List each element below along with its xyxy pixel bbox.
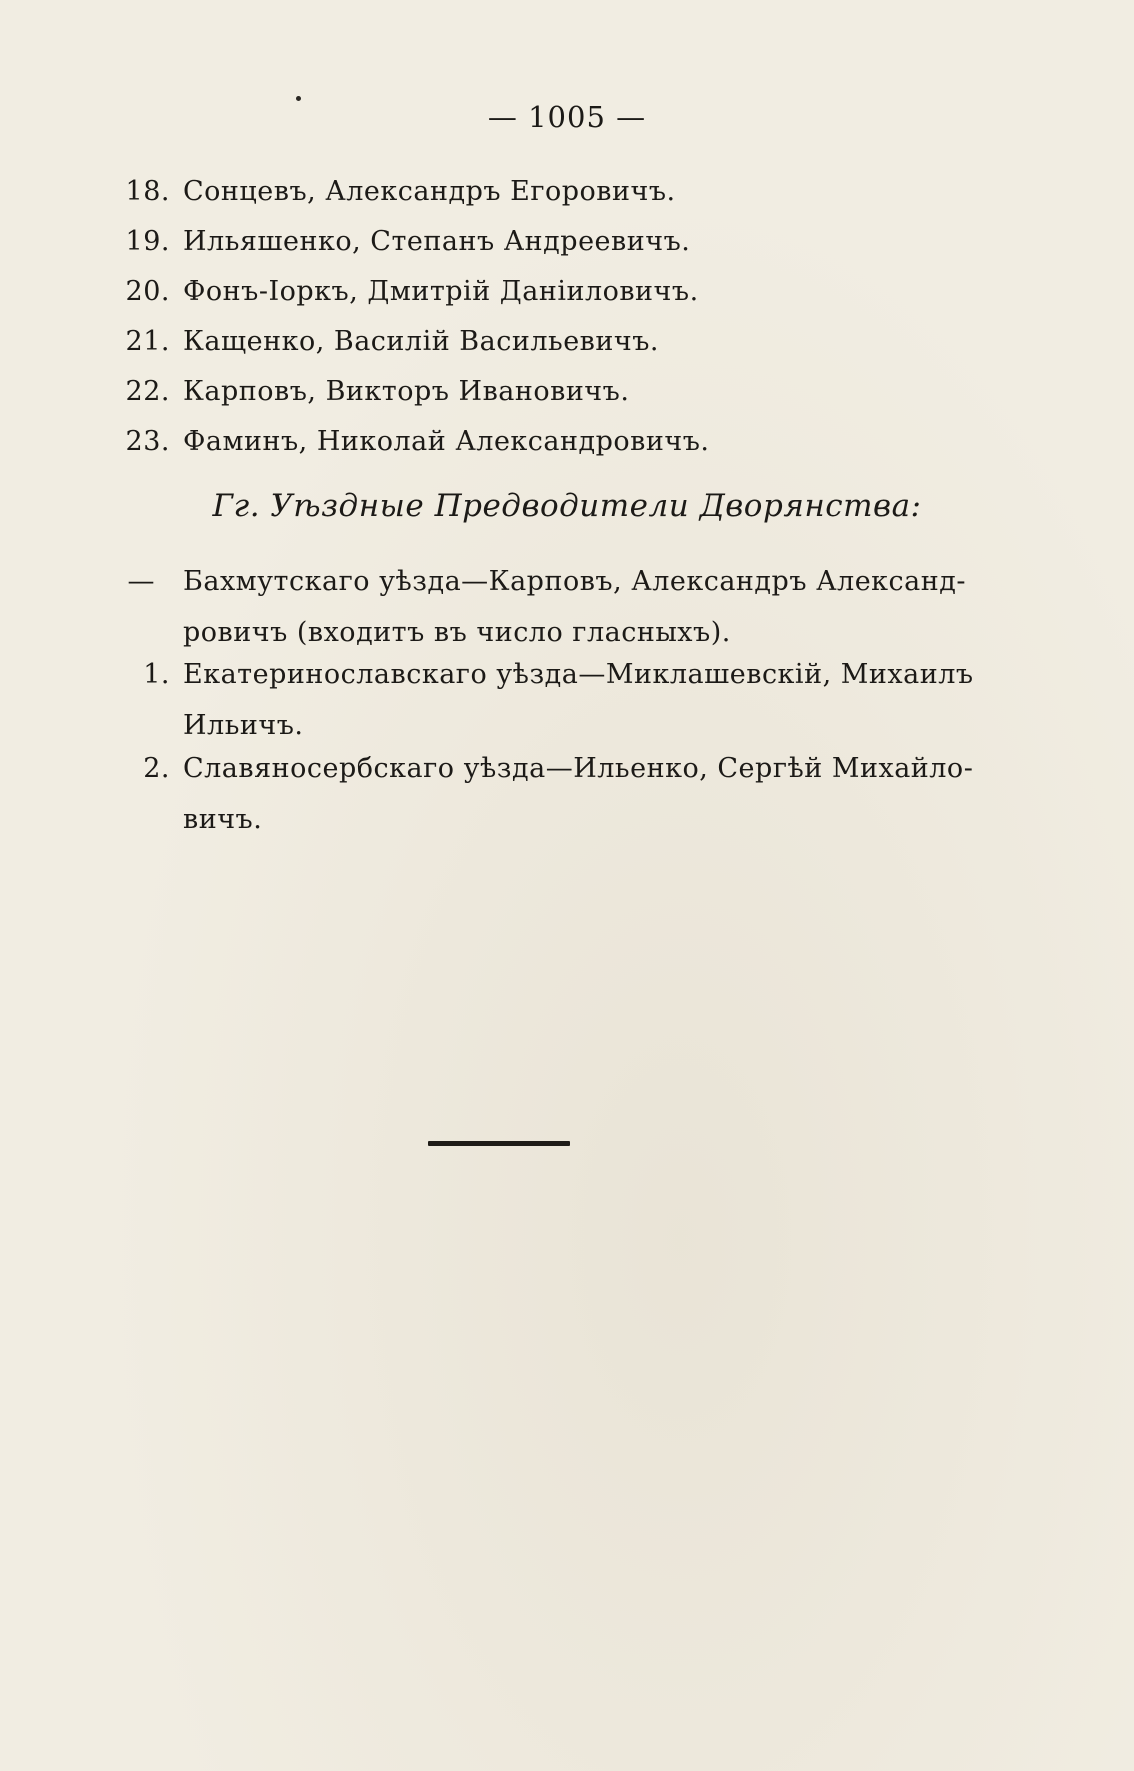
item-name: Сонцевъ, Александръ Егоровичъ. <box>183 176 676 207</box>
item-name: Ильяшенко, Степанъ Андреевичъ. <box>183 226 691 257</box>
item-name: Кащенко, Василій Васильевичъ. <box>183 326 659 357</box>
item-line: Ильичъ. <box>183 710 304 741</box>
item-name: Карповъ, Викторъ Ивановичъ. <box>183 376 630 407</box>
section-divider <box>428 1141 570 1146</box>
item-line: Славяносербскаго уѣзда—Ильенко, Сергѣй Михайло- <box>183 753 974 784</box>
item-marker: — <box>127 566 155 597</box>
item-line: ровичъ (входитъ въ число гласныхъ). <box>183 617 731 648</box>
page-number: — 1005 — <box>487 100 647 134</box>
item-name: Фонъ-Іоркъ, Дмитрій Даніиловичъ. <box>183 276 699 307</box>
item-name: Фаминъ, Николай Александровичъ. <box>183 426 710 457</box>
item-number: 22. <box>125 376 170 407</box>
item-number: 18. <box>125 176 170 207</box>
item-line: Бахмутскаго уѣзда—Карповъ, Александръ Александ- <box>183 566 967 597</box>
item-line: вичъ. <box>183 804 263 835</box>
item-line: Екатеринославскаго уѣзда—Миклашевскій, Михаилъ <box>183 659 974 690</box>
item-number: 20. <box>125 276 170 307</box>
item-marker: 1. <box>143 659 170 690</box>
item-number: 19. <box>125 226 170 257</box>
item-marker: 2. <box>143 753 170 784</box>
section-heading: Гг. Уѣздные Предводители Дворянства: <box>212 488 922 524</box>
item-number: 23. <box>125 426 170 457</box>
item-number: 21. <box>125 326 170 357</box>
